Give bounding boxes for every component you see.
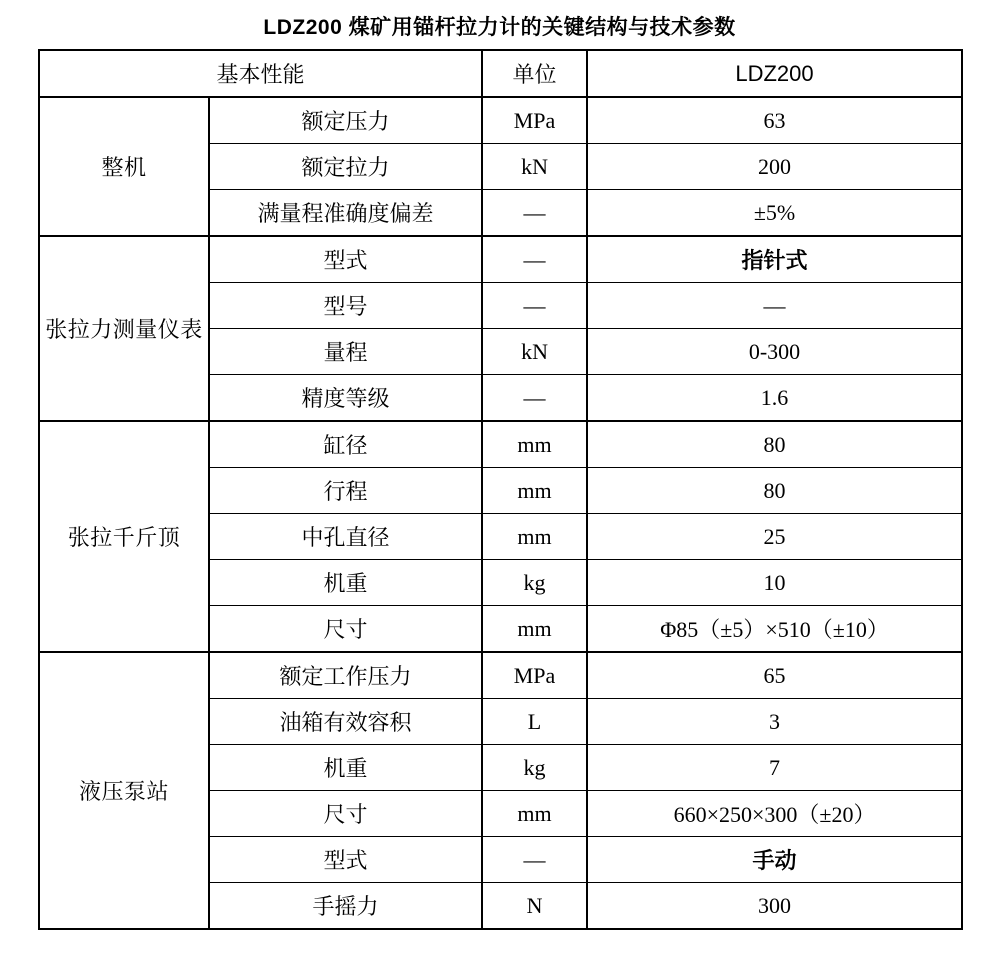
unit-cell: — [482,375,587,422]
table-row [39,236,962,283]
param-cell: 满量程准确度偏差 [209,190,482,237]
table-row [39,97,962,144]
group-label-whole-machine: 整机 [39,97,209,236]
value-cell: 1.6 [587,375,962,422]
param-cell: 缸径 [209,421,482,468]
unit-cell: MPa [482,652,587,699]
param-cell: 精度等级 [209,375,482,422]
table-header-row [39,50,962,97]
unit-cell: kg [482,745,587,791]
param-cell: 型式 [209,236,482,283]
unit-cell: kN [482,329,587,375]
unit-cell: L [482,699,587,745]
value-cell: 指针式 [587,236,962,283]
param-cell: 机重 [209,745,482,791]
group-label-hydraulic-pump-station: 液压泵站 [39,652,209,929]
value-cell: 10 [587,560,962,606]
unit-cell: kN [482,144,587,190]
param-cell: 额定压力 [209,97,482,144]
param-cell: 型式 [209,837,482,883]
value-cell: 300 [587,883,962,930]
unit-cell: — [482,190,587,237]
param-cell: 型号 [209,283,482,329]
param-cell: 手摇力 [209,883,482,930]
param-cell: 尺寸 [209,791,482,837]
page-title: LDZ200 煤矿用锚杆拉力计的关键结构与技术参数 [263,16,736,39]
group-label-tension-jack: 张拉千斤顶 [39,421,209,652]
value-cell: 25 [587,514,962,560]
param-cell: 额定拉力 [209,144,482,190]
unit-cell: mm [482,468,587,514]
value-cell: 手动 [587,837,962,883]
value-cell: Φ85（±5）×510（±10） [587,606,962,653]
param-cell: 量程 [209,329,482,375]
param-cell: 机重 [209,560,482,606]
unit-cell: kg [482,560,587,606]
value-cell: 660×250×300（±20） [587,791,962,837]
param-cell: 油箱有效容积 [209,699,482,745]
header-basic-performance: 基本性能 [39,50,482,97]
unit-cell: — [482,283,587,329]
unit-cell: MPa [482,97,587,144]
param-cell: 额定工作压力 [209,652,482,699]
group-label-tension-gauge: 张拉力测量仪表 [39,236,209,421]
unit-cell: mm [482,421,587,468]
table-row [39,421,962,468]
value-cell: — [587,283,962,329]
unit-cell: — [482,837,587,883]
spec-table [38,49,963,930]
param-cell: 中孔直径 [209,514,482,560]
value-cell: 80 [587,468,962,514]
value-cell: 7 [587,745,962,791]
value-cell: 63 [587,97,962,144]
value-cell: 65 [587,652,962,699]
header-unit: 单位 [482,50,587,97]
unit-cell: N [482,883,587,930]
header-model: LDZ200 [587,50,962,97]
value-cell: 200 [587,144,962,190]
value-cell: 0-300 [587,329,962,375]
table-row [39,652,962,699]
unit-cell: mm [482,606,587,653]
unit-cell: — [482,236,587,283]
param-cell: 尺寸 [209,606,482,653]
value-cell: 80 [587,421,962,468]
param-cell: 行程 [209,468,482,514]
value-cell: 3 [587,699,962,745]
unit-cell: mm [482,514,587,560]
unit-cell: mm [482,791,587,837]
value-cell: ±5% [587,190,962,237]
